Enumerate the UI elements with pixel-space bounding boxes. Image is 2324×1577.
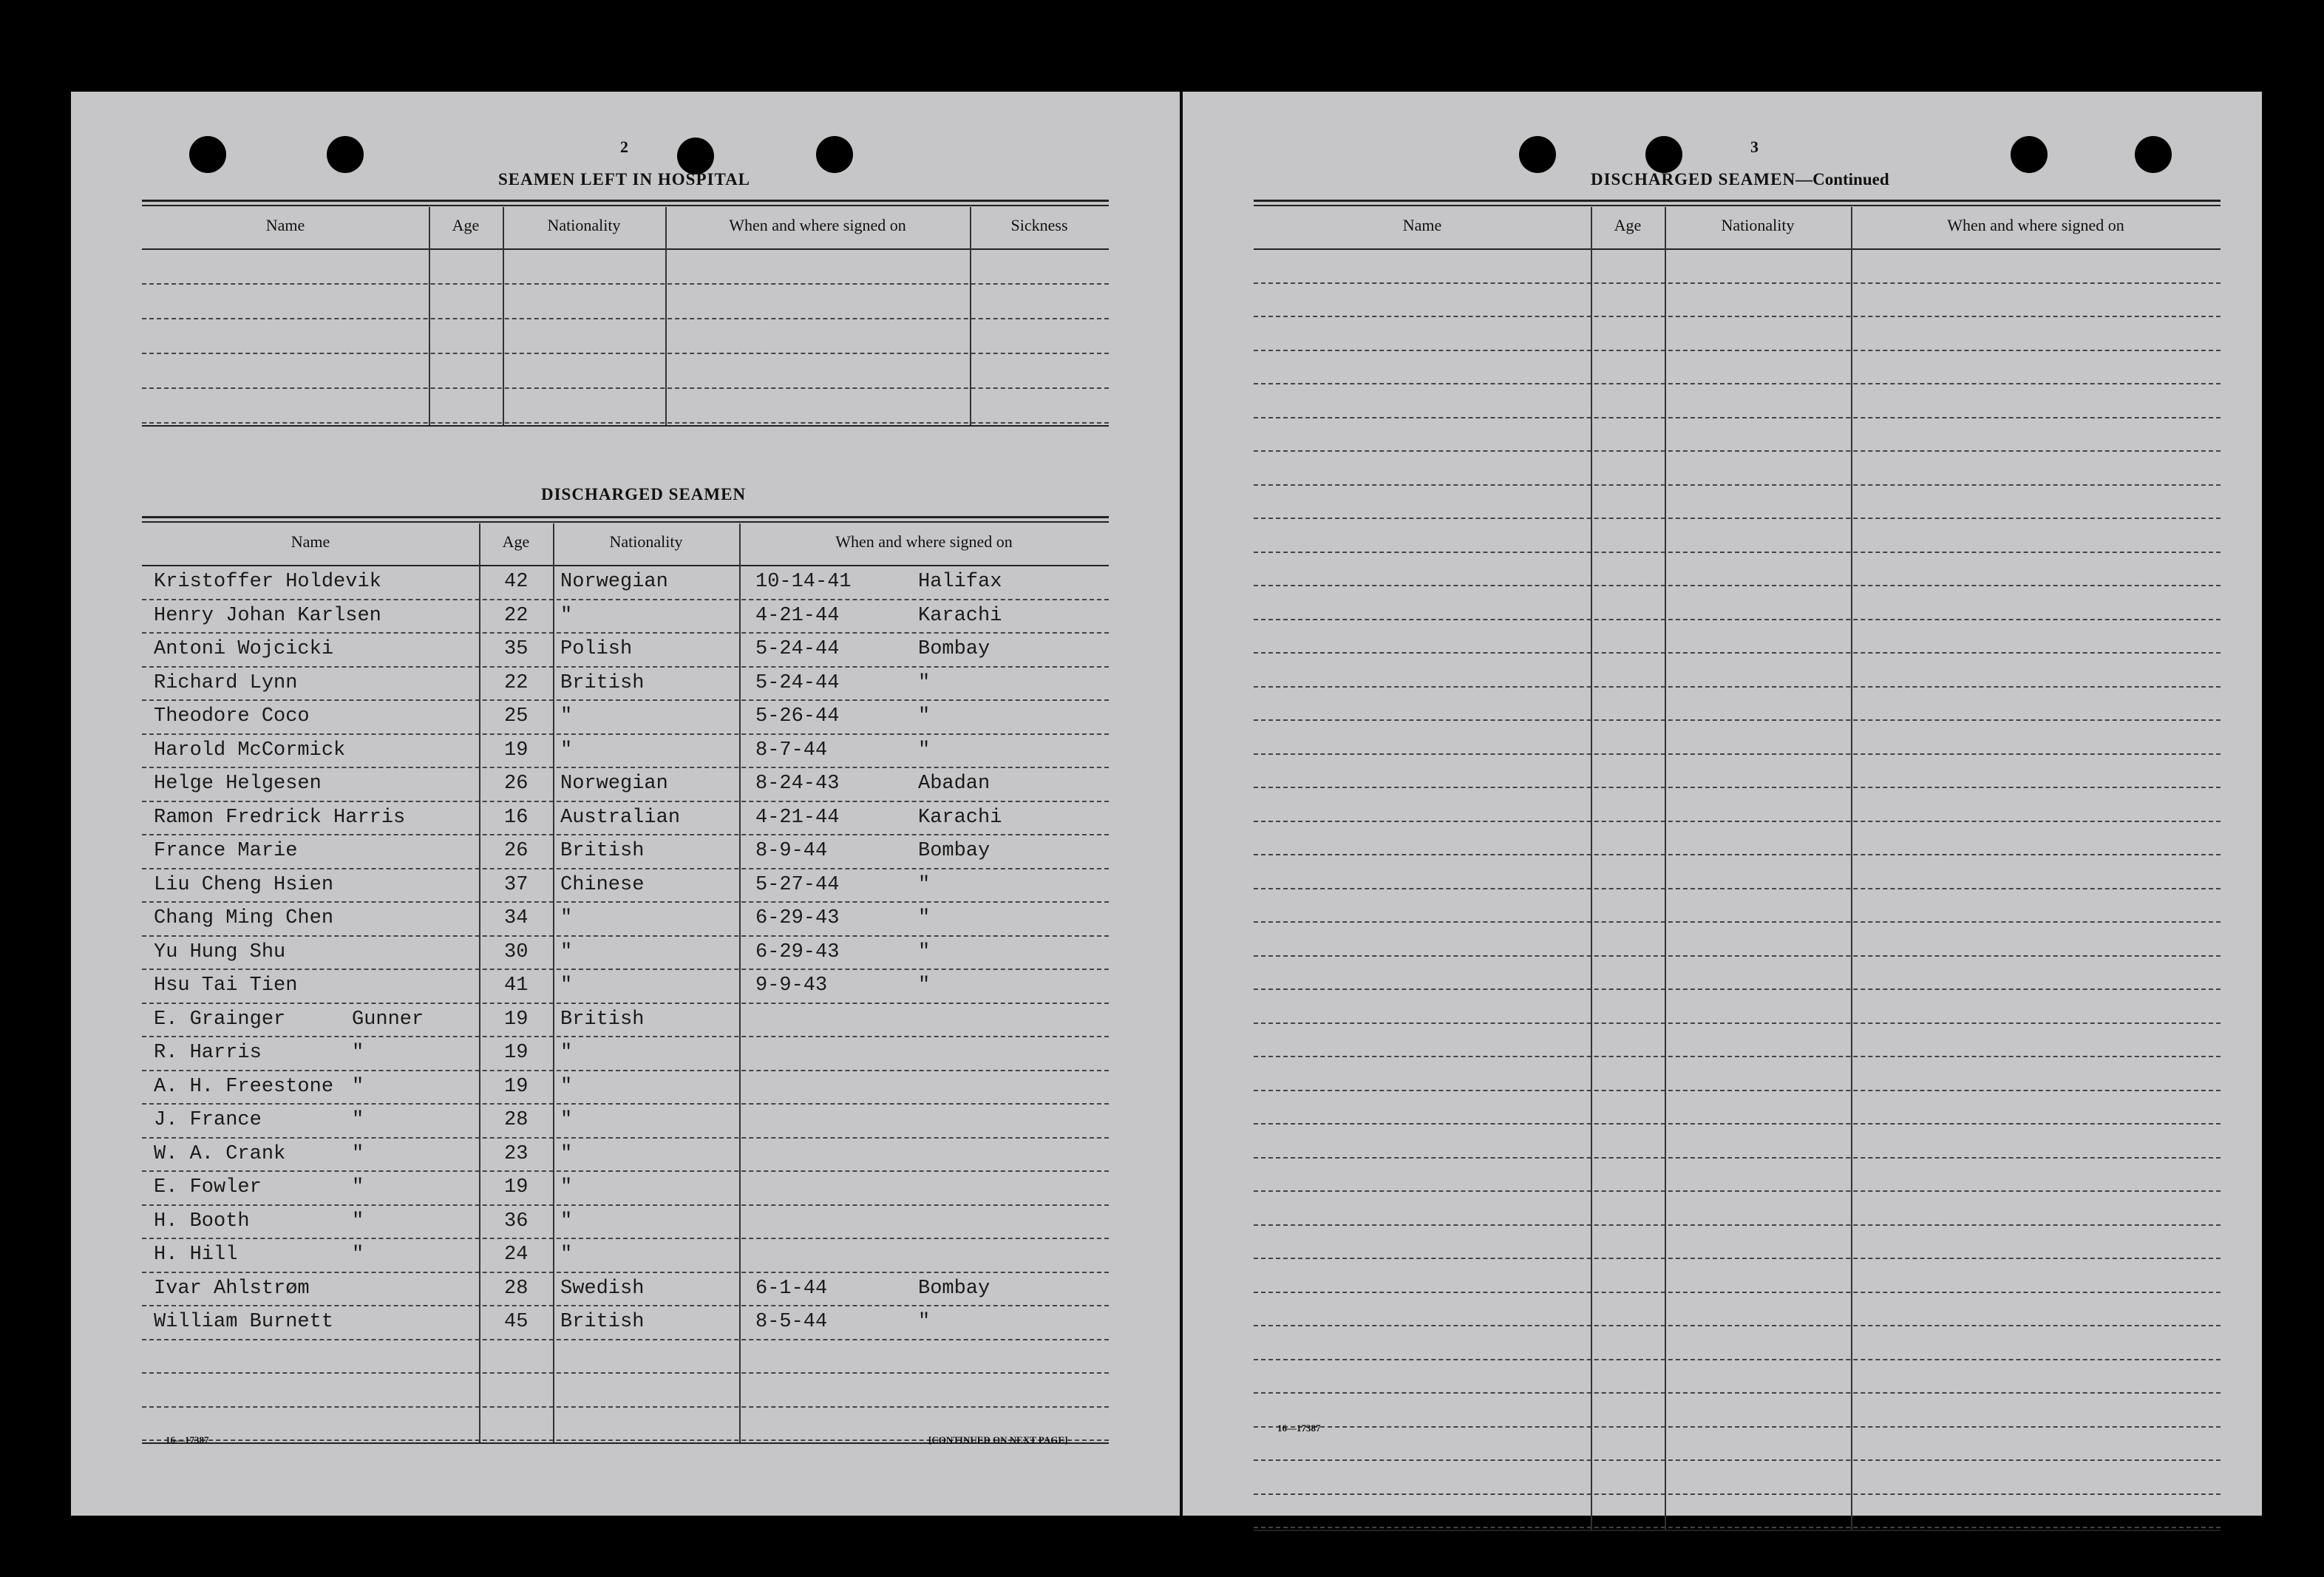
row-line bbox=[1254, 450, 2221, 452]
row-line bbox=[142, 1170, 1109, 1172]
seaman-nationality: " bbox=[560, 1075, 573, 1098]
row-line bbox=[1254, 585, 2221, 586]
seaman-name: Antoni Wojcicki bbox=[154, 638, 334, 660]
column-divider bbox=[665, 207, 667, 425]
seaman-name: Ivar Ahlstrøm bbox=[154, 1277, 310, 1300]
seaman-name: Helge Helgesen bbox=[154, 773, 322, 795]
seaman-nationality: British bbox=[560, 1311, 645, 1333]
row-line bbox=[142, 801, 1109, 802]
signed-on-date: 5-27-44 bbox=[755, 873, 840, 896]
row-line bbox=[142, 1204, 1109, 1206]
header-rule bbox=[142, 565, 1109, 566]
seaman-age: 37 bbox=[504, 873, 529, 896]
signed-on-date: 6-1-44 bbox=[755, 1277, 828, 1300]
seaman-age: 19 bbox=[504, 739, 529, 762]
row-line bbox=[142, 1238, 1109, 1239]
row-line bbox=[142, 901, 1109, 903]
row-line bbox=[1254, 1325, 2221, 1326]
signed-on-place: Bombay bbox=[918, 840, 991, 862]
seaman-nationality: British bbox=[560, 840, 645, 862]
header-rule bbox=[142, 248, 1109, 250]
signed-on-place: " bbox=[918, 671, 931, 694]
seaman-age: 35 bbox=[504, 638, 529, 660]
row-line bbox=[1254, 854, 2221, 855]
signed-on-date: 5-26-44 bbox=[755, 705, 840, 728]
seaman-nationality: " bbox=[560, 974, 573, 997]
row-line bbox=[142, 318, 1109, 319]
seaman-age: 28 bbox=[504, 1109, 529, 1131]
table-top-rule bbox=[142, 516, 1109, 518]
row-line bbox=[142, 1339, 1109, 1340]
signed-on-date: 8-9-44 bbox=[755, 840, 828, 862]
seaman-role: " bbox=[352, 1075, 364, 1098]
seaman-name: Theodore Coco bbox=[154, 705, 310, 728]
row-line bbox=[1254, 988, 2221, 990]
row-line bbox=[1254, 1056, 2221, 1057]
seaman-age: 19 bbox=[504, 1075, 529, 1098]
signed-on-date: 4-21-44 bbox=[755, 806, 840, 829]
continued-note: [CONTINUED ON NEXT PAGE] bbox=[928, 1434, 1068, 1445]
seaman-role: Gunner bbox=[352, 1008, 424, 1031]
row-line bbox=[1254, 1459, 2221, 1461]
signed-on-place: " bbox=[918, 940, 931, 963]
signed-on-place: Abadan bbox=[918, 773, 991, 795]
seaman-age: 28 bbox=[504, 1277, 529, 1300]
seaman-role: " bbox=[352, 1109, 364, 1131]
seaman-role: " bbox=[352, 1244, 364, 1266]
column-divider bbox=[1665, 207, 1666, 1530]
column-header: Sickness bbox=[1010, 216, 1068, 234]
signed-on-date: 8-24-43 bbox=[755, 773, 840, 795]
seaman-name: Henry Johan Karlsen bbox=[154, 604, 381, 627]
row-line bbox=[1254, 888, 2221, 889]
row-line bbox=[142, 868, 1109, 869]
row-line bbox=[142, 1305, 1109, 1306]
discharged-section-title: DISCHARGED SEAMEN bbox=[541, 485, 747, 503]
punch-hole bbox=[1519, 136, 1556, 173]
seaman-age: 24 bbox=[504, 1244, 529, 1266]
row-line bbox=[1254, 1292, 2221, 1293]
seaman-name: Ramon Fredrick Harris bbox=[154, 806, 406, 829]
row-line bbox=[142, 1137, 1109, 1139]
row-line bbox=[1254, 686, 2221, 688]
seaman-role: " bbox=[352, 1142, 364, 1165]
table-top-rule bbox=[142, 205, 1109, 206]
column-divider bbox=[503, 207, 504, 425]
column-header: Age bbox=[452, 216, 480, 234]
row-line bbox=[1254, 1426, 2221, 1428]
row-line bbox=[1254, 1090, 2221, 1091]
seaman-age: 26 bbox=[504, 840, 529, 862]
form-number: 16—17387 bbox=[1277, 1422, 1321, 1434]
column-header: When and where signed on bbox=[729, 216, 906, 234]
seaman-nationality: " bbox=[560, 1109, 573, 1131]
column-header: Nationality bbox=[609, 532, 683, 551]
seaman-age: 22 bbox=[504, 671, 529, 694]
row-line bbox=[142, 1406, 1109, 1408]
column-header: When and where signed on bbox=[835, 532, 1013, 551]
signed-on-place: " bbox=[918, 907, 931, 929]
row-line bbox=[1254, 484, 2221, 486]
seaman-nationality: " bbox=[560, 907, 573, 929]
row-line bbox=[142, 1003, 1109, 1004]
discharged-continued-title bbox=[1591, 170, 1889, 189]
signed-on-date: 8-5-44 bbox=[755, 1311, 828, 1333]
signed-on-place: Karachi bbox=[918, 806, 1002, 829]
seaman-age: 26 bbox=[504, 773, 529, 795]
row-line bbox=[1254, 518, 2221, 519]
seaman-name: J. France bbox=[154, 1109, 262, 1131]
seaman-age: 45 bbox=[504, 1311, 529, 1333]
row-line bbox=[1254, 921, 2221, 923]
row-line bbox=[142, 1036, 1109, 1037]
seaman-nationality: British bbox=[560, 1008, 645, 1031]
seaman-nationality: " bbox=[560, 705, 573, 728]
seaman-age: 34 bbox=[504, 907, 529, 929]
row-line bbox=[1254, 1392, 2221, 1394]
seaman-name: E. Fowler bbox=[154, 1176, 262, 1198]
title-suffix: —Continued bbox=[1795, 170, 1889, 189]
right-page bbox=[1183, 92, 2262, 1516]
seaman-name: Chang Ming Chen bbox=[154, 907, 334, 929]
seaman-name: H. Hill bbox=[154, 1244, 238, 1266]
punch-hole bbox=[189, 136, 226, 173]
seaman-nationality: " bbox=[560, 739, 573, 762]
column-header: Nationality bbox=[1721, 216, 1795, 234]
seaman-name: R. Harris bbox=[154, 1042, 262, 1064]
seaman-nationality: " bbox=[560, 1244, 573, 1266]
signed-on-place: " bbox=[918, 974, 931, 997]
column-divider bbox=[479, 523, 480, 1442]
row-line bbox=[1254, 1224, 2221, 1226]
row-line bbox=[142, 666, 1109, 668]
row-line bbox=[1254, 1123, 2221, 1125]
punch-hole bbox=[2135, 136, 2172, 173]
seaman-nationality: " bbox=[560, 940, 573, 963]
signed-on-place: " bbox=[918, 1311, 931, 1333]
column-divider bbox=[553, 523, 554, 1442]
signed-on-date: 4-21-44 bbox=[755, 604, 840, 627]
row-line bbox=[142, 283, 1109, 285]
column-header: Age bbox=[502, 532, 530, 551]
seaman-name: France Marie bbox=[154, 840, 298, 862]
row-line bbox=[1254, 383, 2221, 384]
row-line bbox=[142, 1272, 1109, 1273]
title-main: DISCHARGED SEAMEN bbox=[1591, 170, 1796, 189]
seaman-name: Liu Cheng Hsien bbox=[154, 873, 334, 896]
seaman-name: Yu Hung Shu bbox=[154, 940, 286, 963]
seaman-nationality: " bbox=[560, 1042, 573, 1064]
seaman-age: 25 bbox=[504, 705, 529, 728]
seaman-nationality: Polish bbox=[560, 638, 633, 660]
punch-hole bbox=[677, 138, 714, 174]
row-line bbox=[142, 733, 1109, 735]
left-page bbox=[71, 92, 1180, 1516]
column-header: Age bbox=[1614, 216, 1642, 234]
seaman-name: W. A. Crank bbox=[154, 1142, 286, 1165]
row-line bbox=[1254, 1493, 2221, 1495]
signed-on-place: Halifax bbox=[918, 571, 1002, 593]
row-line bbox=[1254, 619, 2221, 620]
row-line bbox=[142, 353, 1109, 354]
seaman-nationality: Norwegian bbox=[560, 773, 668, 795]
signed-on-date: 9-9-43 bbox=[755, 974, 828, 997]
row-line bbox=[142, 422, 1109, 424]
seaman-age: 22 bbox=[504, 604, 529, 627]
column-header: Name bbox=[1402, 216, 1442, 234]
column-header: When and where signed on bbox=[1947, 216, 2124, 234]
signed-on-place: " bbox=[918, 739, 931, 762]
row-line bbox=[142, 599, 1109, 600]
row-line bbox=[1254, 955, 2221, 957]
signed-on-date: 6-29-43 bbox=[755, 907, 840, 929]
table-top-rule bbox=[1254, 205, 2221, 206]
row-line bbox=[142, 632, 1109, 634]
seaman-nationality: " bbox=[560, 604, 573, 627]
row-line bbox=[1254, 652, 2221, 654]
column-divider bbox=[429, 207, 430, 425]
row-line bbox=[142, 699, 1109, 701]
seaman-nationality: Swedish bbox=[560, 1277, 645, 1300]
seaman-nationality: Norwegian bbox=[560, 571, 668, 593]
row-line bbox=[1254, 1258, 2221, 1259]
seaman-role: " bbox=[352, 1176, 364, 1198]
signed-on-date: 5-24-44 bbox=[755, 638, 840, 660]
signed-on-date: 8-7-44 bbox=[755, 739, 828, 762]
punch-hole bbox=[327, 136, 364, 173]
signed-on-place: " bbox=[918, 705, 931, 728]
seaman-nationality: " bbox=[560, 1176, 573, 1198]
row-line bbox=[1254, 1190, 2221, 1192]
column-header: Nationality bbox=[547, 216, 621, 234]
row-line bbox=[1254, 719, 2221, 721]
row-line bbox=[142, 767, 1109, 768]
signed-on-place: Bombay bbox=[918, 1277, 991, 1300]
row-line bbox=[1254, 350, 2221, 351]
row-line bbox=[142, 1372, 1109, 1374]
punch-hole bbox=[816, 136, 853, 173]
row-line bbox=[1254, 821, 2221, 822]
column-divider bbox=[1591, 207, 1592, 1530]
table-top-rule bbox=[1254, 200, 2221, 202]
seaman-name: E. Grainger bbox=[154, 1008, 286, 1031]
seaman-age: 19 bbox=[504, 1042, 529, 1064]
row-line bbox=[142, 935, 1109, 937]
row-line bbox=[1254, 787, 2221, 788]
row-line bbox=[1254, 282, 2221, 284]
seaman-name: Kristoffer Holdevik bbox=[154, 571, 381, 593]
seaman-age: 42 bbox=[504, 571, 529, 593]
seaman-age: 23 bbox=[504, 1142, 529, 1165]
column-divider bbox=[970, 207, 971, 425]
table-top-rule bbox=[142, 200, 1109, 202]
row-line bbox=[1254, 1022, 2221, 1024]
signed-on-date: 10-14-41 bbox=[755, 571, 852, 593]
seaman-role: " bbox=[352, 1042, 364, 1064]
row-line bbox=[1254, 1527, 2221, 1528]
table-bottom-rule bbox=[1254, 1530, 2221, 1531]
row-line bbox=[1254, 316, 2221, 317]
seaman-name: A. H. Freestone bbox=[154, 1075, 334, 1098]
row-line bbox=[142, 1103, 1109, 1105]
table-bottom-rule bbox=[142, 425, 1109, 427]
punch-hole bbox=[2011, 136, 2048, 173]
signed-on-date: 5-24-44 bbox=[755, 671, 840, 694]
row-line bbox=[142, 387, 1109, 389]
row-line bbox=[1254, 1157, 2221, 1159]
column-divider bbox=[1851, 207, 1852, 1530]
hospital-section-title: SEAMEN LEFT IN HOSPITAL bbox=[498, 170, 751, 189]
punch-hole bbox=[1645, 136, 1682, 173]
seaman-age: 36 bbox=[504, 1210, 529, 1232]
row-line bbox=[142, 1070, 1109, 1071]
row-line bbox=[1254, 1359, 2221, 1360]
seaman-name: Richard Lynn bbox=[154, 671, 298, 694]
column-header: Name bbox=[265, 216, 305, 234]
column-divider bbox=[739, 523, 741, 1442]
row-line bbox=[142, 969, 1109, 970]
page-number: 2 bbox=[620, 138, 628, 156]
row-line bbox=[1254, 753, 2221, 755]
seaman-name: Hsu Tai Tien bbox=[154, 974, 298, 997]
page-number: 3 bbox=[1750, 138, 1759, 156]
seaman-role: " bbox=[352, 1210, 364, 1232]
seaman-age: 16 bbox=[504, 806, 529, 829]
seaman-nationality: Chinese bbox=[560, 873, 645, 896]
seaman-nationality: " bbox=[560, 1210, 573, 1232]
seaman-age: 19 bbox=[504, 1008, 529, 1031]
signed-on-place: " bbox=[918, 873, 931, 896]
seaman-name: Harold McCormick bbox=[154, 739, 346, 762]
form-number: 16—17387 bbox=[166, 1434, 209, 1445]
seaman-age: 19 bbox=[504, 1176, 529, 1198]
seaman-name: William Burnett bbox=[154, 1311, 334, 1333]
signed-on-place: Karachi bbox=[918, 604, 1002, 627]
seaman-nationality: British bbox=[560, 671, 645, 694]
table-top-rule bbox=[142, 521, 1109, 523]
seaman-age: 41 bbox=[504, 974, 529, 997]
seaman-name: H. Booth bbox=[154, 1210, 250, 1232]
seaman-nationality: " bbox=[560, 1142, 573, 1165]
row-line bbox=[142, 834, 1109, 835]
signed-on-place: Bombay bbox=[918, 638, 991, 660]
header-rule bbox=[1254, 248, 2221, 250]
row-line bbox=[1254, 552, 2221, 553]
seaman-age: 30 bbox=[504, 940, 529, 963]
column-header: Name bbox=[290, 532, 330, 551]
row-line bbox=[1254, 417, 2221, 418]
seaman-nationality: Australian bbox=[560, 806, 681, 829]
signed-on-date: 6-29-43 bbox=[755, 940, 840, 963]
